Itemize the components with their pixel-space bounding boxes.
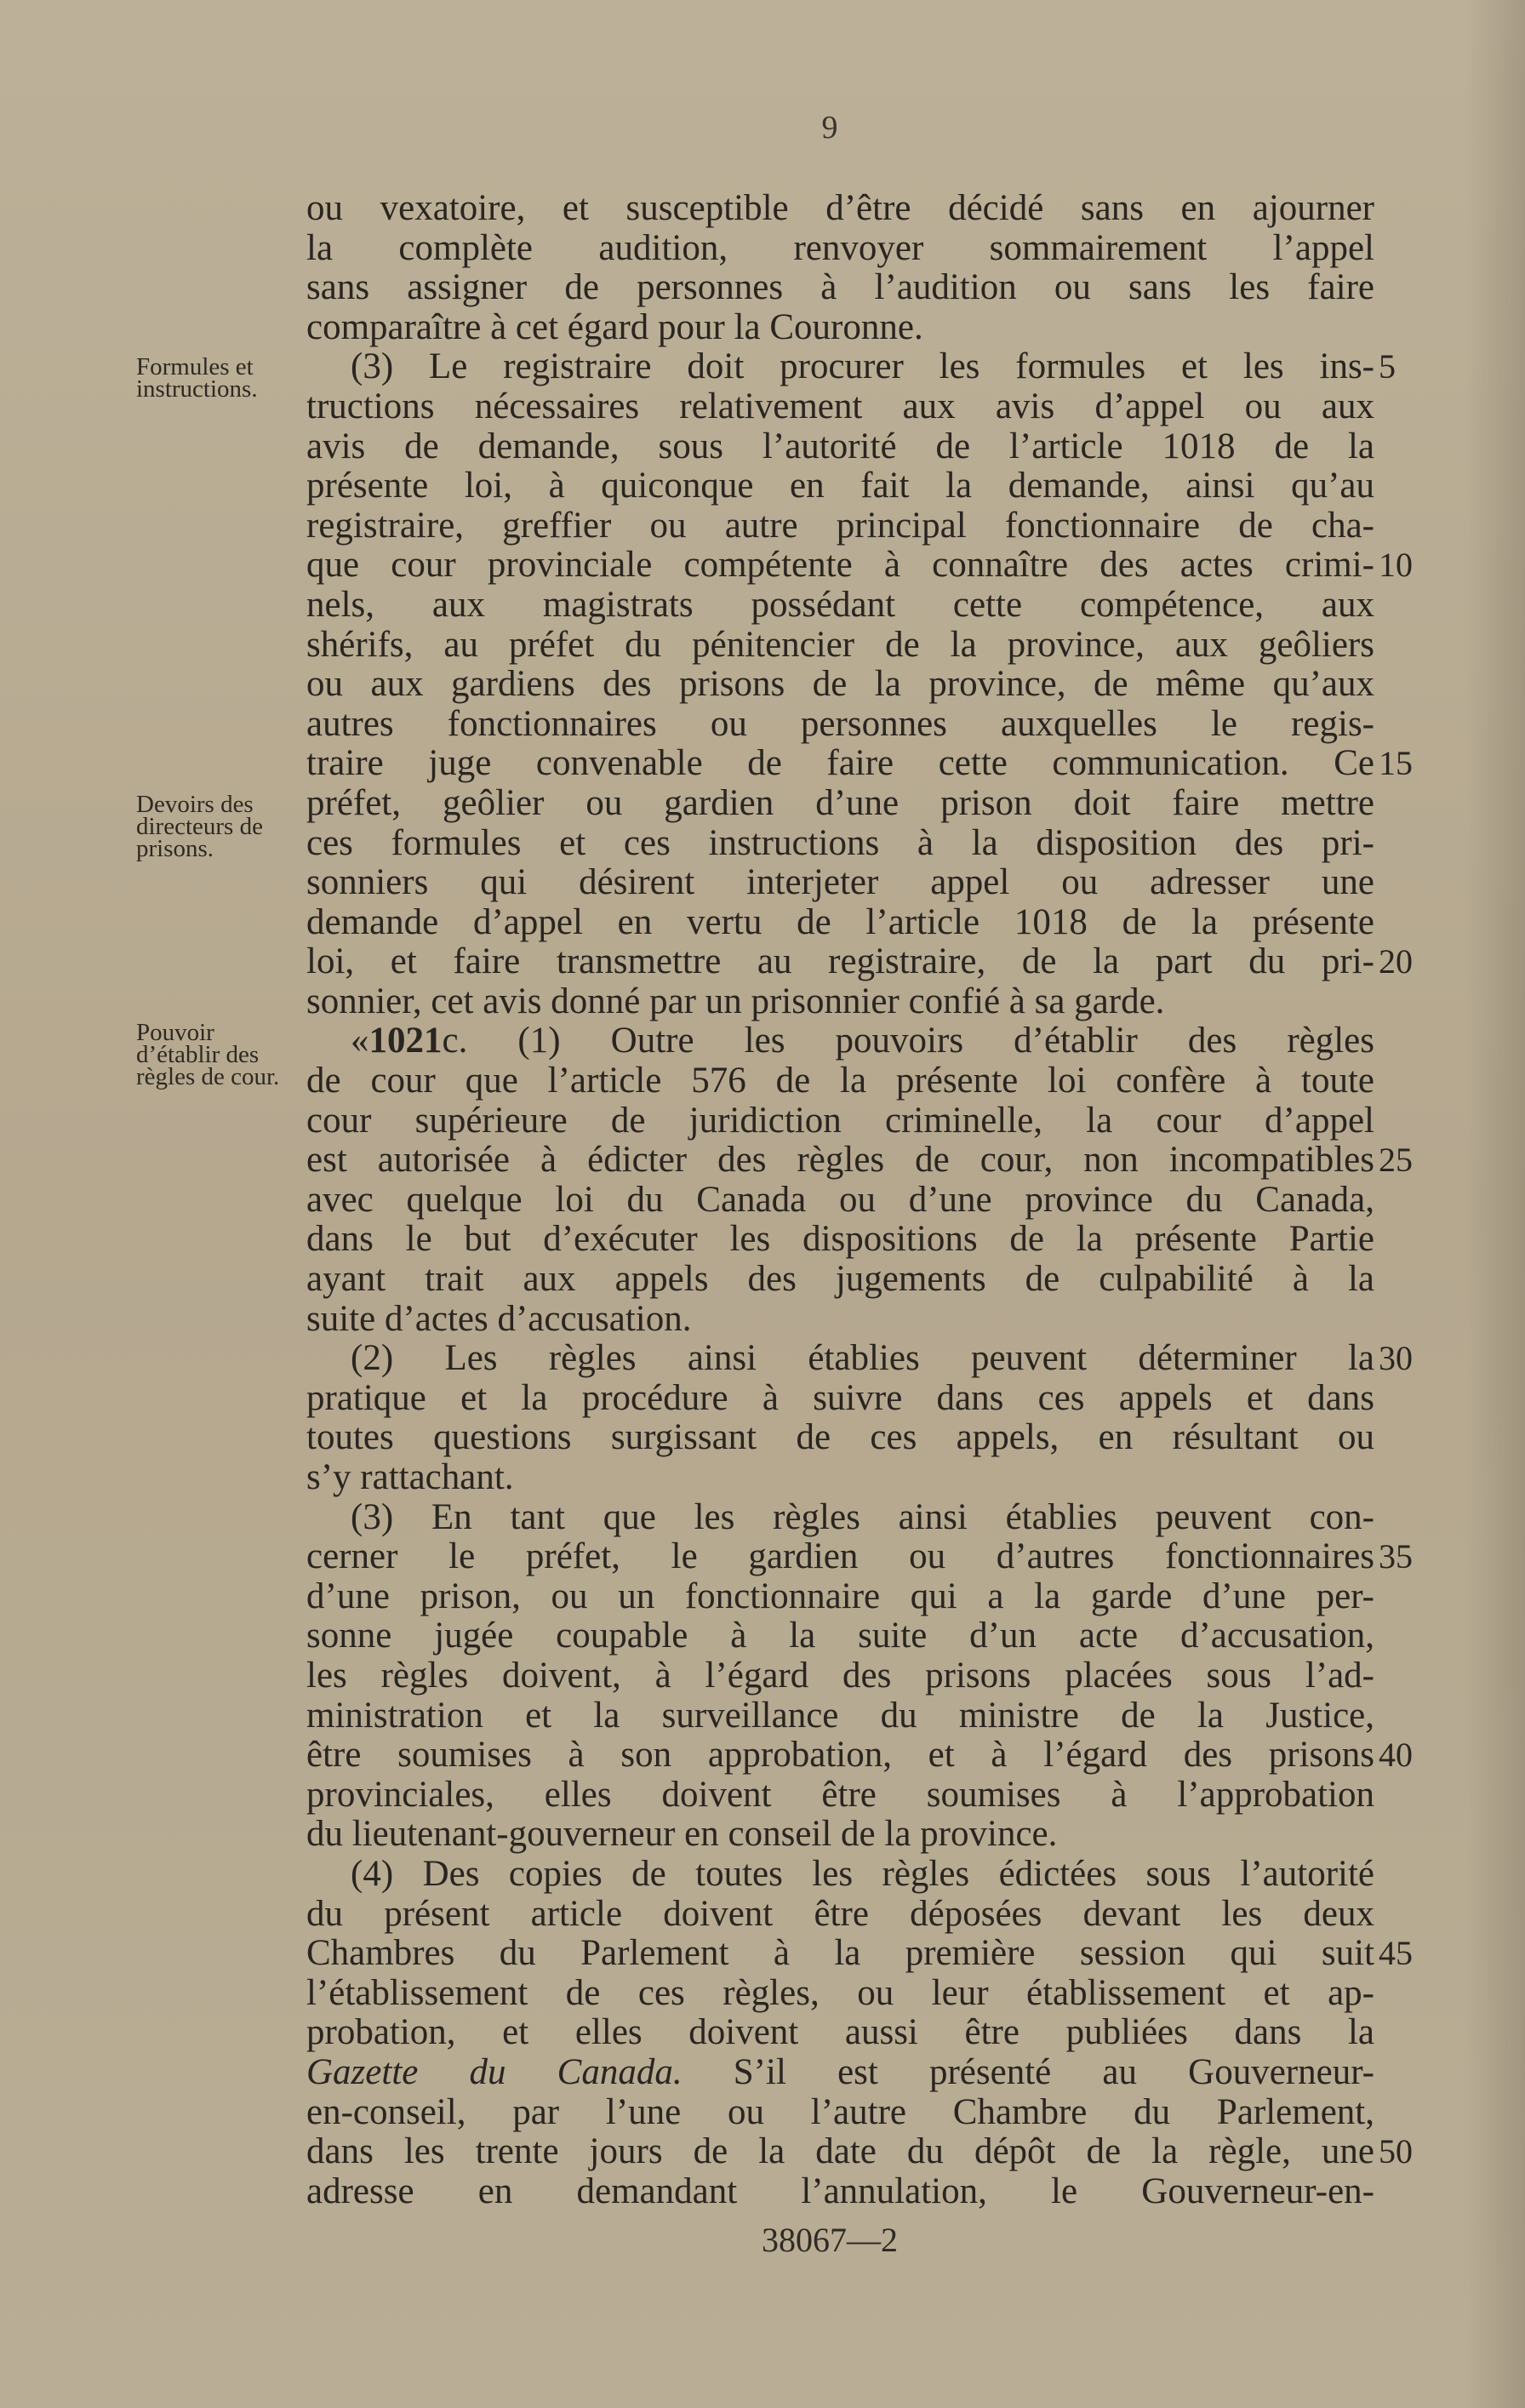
text-line: nels, aux magistrats possédant cette compétence, aux xyxy=(306,584,1374,625)
paragraph xyxy=(306,1498,1374,1855)
text-line: shérifs, au préfet du pénitencier de la province, aux geôliers xyxy=(306,624,1374,665)
text-line: d’une prison, ou un fonctionnaire qui a la garde d’une per- xyxy=(306,1576,1374,1616)
text-line: ces formules et ces instructions à la disposition des pri- xyxy=(306,822,1374,863)
line-number: 25 xyxy=(1379,1141,1413,1179)
text-line: en-conseil, par l’une ou l’autre Chambre du Parlement, xyxy=(306,2091,1374,2132)
text-line: probation, et elles doivent aussi être publiées dans la xyxy=(306,2012,1374,2053)
text-line: sonnier, cet avis donné par un prisonnier confié à sa garde. xyxy=(306,981,1165,1021)
margin-note-formules: Formules et instructions. xyxy=(136,353,258,403)
text-line: (3) En tant que les règles ainsi établies peuvent con- xyxy=(351,1496,1374,1537)
line-number: 45 xyxy=(1379,1934,1413,1972)
line-number: 40 xyxy=(1379,1736,1413,1774)
text-line: préfet, geôlier ou gardien d’une prison doit faire mettre xyxy=(306,782,1374,823)
text-line: présente loi, à quiconque en fait la demande, ainsi qu’au xyxy=(306,466,1374,506)
text-line: cour supérieure de juridiction criminelle, la cour d’appel xyxy=(306,1100,1374,1141)
text-line: (4) Des copies de toutes les règles édictées sous l’autorité xyxy=(351,1853,1374,1894)
paragraph-section-1021c xyxy=(306,1021,1374,1339)
line-number: 50 xyxy=(1379,2132,1413,2171)
line-number: 35 xyxy=(1379,1537,1413,1576)
paragraph xyxy=(306,1855,1374,2211)
text-line: suite d’actes d’accusation. xyxy=(306,1298,692,1339)
text-line: autres fonctionnaires ou personnes auxquelles le regis- xyxy=(306,703,1374,744)
line-number: 20 xyxy=(1379,942,1413,981)
text-line: s’y rattachant. xyxy=(306,1457,514,1497)
text-line: ou vexatoire, et susceptible d’être décidé sans en ajourner xyxy=(306,188,1374,228)
text-line: dans les trente jours de la date du dépôt de la règle, une xyxy=(306,2131,1374,2172)
text-line: sans assigner de personnes à l’audition ou sans les faire xyxy=(306,267,1374,308)
text-line: «1021c. (1) Outre les pouvoirs d’établir des règles xyxy=(351,1021,1374,1061)
text-line: traire juge convenable de faire cette communication. Ce xyxy=(306,743,1374,784)
text-line: sonne jugée coupable à la suite d’un acte d’accusation, xyxy=(306,1616,1374,1656)
text-line: de cour que l’article 576 de la présente loi confère à toute xyxy=(306,1061,1374,1101)
text-line: est autorisée à édicter des règles de cour, non incompatibles xyxy=(306,1140,1374,1181)
paragraph xyxy=(306,347,1374,1021)
text-line: sonniers qui désirent interjeter appel ou adresser une xyxy=(306,862,1374,903)
gazette-title: Gazette du Canada. xyxy=(306,2051,683,2092)
text-line: (2) Les règles ainsi établies peuvent déterminer la xyxy=(351,1338,1374,1379)
text-line: Gazette du Canada. S’il est présenté au Gouverneur- xyxy=(306,2051,1374,2092)
text-line: (3) Le registraire doit procurer les formules et les ins- xyxy=(351,346,1374,387)
text-line: comparaître à cet égard pour la Couronne. xyxy=(306,306,923,347)
text-line: que cour provinciale compétente à connaître des actes crimi- xyxy=(306,545,1374,586)
text-line: dans le but d’exécuter les dispositions de la présente Partie xyxy=(306,1219,1374,1260)
line-number: 15 xyxy=(1379,744,1413,782)
text-line: ou aux gardiens des prisons de la province, de même qu’aux xyxy=(306,664,1374,705)
text-line: tructions nécessaires relativement aux avis d’appel ou aux xyxy=(306,386,1374,426)
text-line: provinciales, elles doivent être soumises à l’approbation xyxy=(306,1774,1374,1815)
text-line: adresse en demandant l’annulation, le Gouverneur-en- xyxy=(306,2171,1374,2211)
margin-note-pouvoir: Pouvoir d’établir des règles de cour. xyxy=(136,1019,280,1090)
page-number: 9 xyxy=(821,110,838,146)
text-line: demande d’appel en vertu de l’article 1018 de la présente xyxy=(306,901,1374,942)
margin-note-devoirs: Devoirs des directeurs de prisons. xyxy=(136,791,263,862)
text-line: Chambres du Parlement à la première session qui suit xyxy=(306,1933,1374,1974)
line-number: 30 xyxy=(1379,1339,1413,1377)
text-line: ministration et la surveillance du ministre de la Justice, xyxy=(306,1695,1374,1736)
footer-signature: 38067—2 xyxy=(762,2221,898,2259)
text-line: avis de demande, sous l’autorité de l’article 1018 de la xyxy=(306,426,1374,466)
paragraph xyxy=(306,189,1374,347)
body-text xyxy=(306,189,1374,2211)
text-line: l’établissement de ces règles, ou leur établissement et ap- xyxy=(306,1972,1374,2013)
text-line: du présent article doivent être déposées devant les deux xyxy=(306,1893,1374,1934)
line-number: 5 xyxy=(1379,347,1396,386)
text-line: les règles doivent, à l’égard des prisons placées sous l’ad- xyxy=(306,1655,1374,1696)
line-number: 10 xyxy=(1379,546,1413,584)
paragraph xyxy=(306,1339,1374,1497)
text-line: loi, et faire transmettre au registraire, de la part du pri- xyxy=(306,941,1374,982)
text-line: avec quelque loi du Canada ou d’une province du Canada, xyxy=(306,1179,1374,1220)
text-line: toutes questions surgissant de ces appels, en résultant ou xyxy=(306,1417,1374,1458)
text-line: cerner le préfet, le gardien ou d’autres fonctionnaires xyxy=(306,1536,1374,1577)
text-line: la complète audition, renvoyer sommairement l’appel xyxy=(306,227,1374,268)
text-line: pratique et la procédure à suivre dans ces appels et dans xyxy=(306,1377,1374,1418)
text-line: registraire, greffier ou autre principal fonctionnaire de cha- xyxy=(306,505,1374,546)
text-line: du lieutenant-gouverneur en conseil de la province. xyxy=(306,1814,1058,1855)
text-line: être soumises à son approbation, et à l’égard des prisons xyxy=(306,1735,1374,1776)
section-number: 1021 xyxy=(368,1021,443,1061)
text-line: ayant trait aux appels des jugements de culpabilité à la xyxy=(306,1259,1374,1300)
